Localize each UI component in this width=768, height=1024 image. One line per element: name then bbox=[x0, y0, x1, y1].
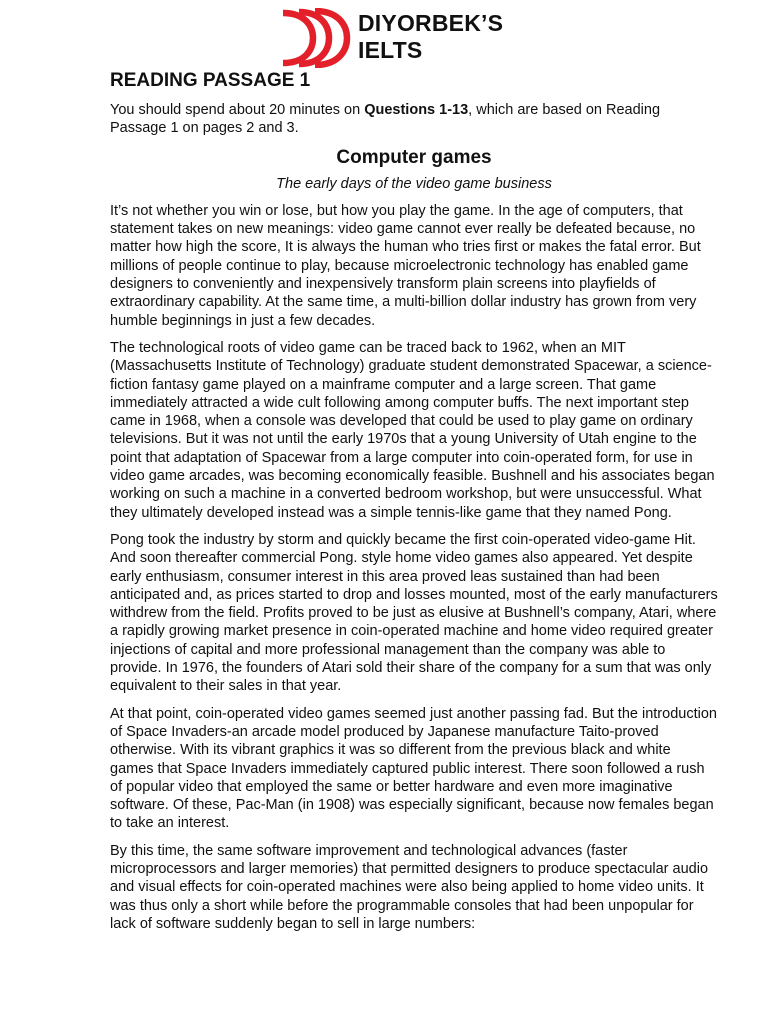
brand-line-2: IELTS bbox=[358, 37, 423, 63]
brand-name bbox=[358, 10, 503, 64]
brand-line-1: DIYORBEK’S bbox=[358, 10, 504, 36]
instructions bbox=[110, 101, 718, 138]
article-title: Computer games bbox=[336, 146, 492, 168]
paragraph-2: The technological roots of video game can be traced back to 1962, when an MIT (Massachusetts Institute of Technology) graduate student demonstrated Spacewar, a science-fiction fantasy game played on a mainframe computer and a large screen. That game immediately attracted a wide cult following among computer buffs. The next important step came in 1968, when a console was developed that could be used to play game on ordinary televisions. But it was not until the early 1970s that a young University of Utah engine to the point that adaptation of Spacewar from a large computer into coin-operated form, for use in video game arcades, was becoming economically feasible. Bushnell and his associates began working on such a machine in a converted bedroom workshop, but were unsuccessful. What they ultimately developed instead was a simple tennis-like game that they named Pong. bbox=[110, 339, 715, 521]
triple-arc-logo-icon bbox=[279, 8, 351, 68]
paragraph-4: At that point, coin-operated video games seemed just another passing fad. But the introduction of Space Invaders-an arcade model produced by Japanese manufacture Taito-proved otherwise. With its vibrant graphics it was so different from the previous black and white games that Space Invaders immediately captured public interest. There soon followed a rush of popular video that employed the same or better hardware and even more imaginative software. Of these, Pac-Man (in 1908) was especially significant, because now females began to take an interest. bbox=[110, 705, 717, 832]
instructions-questions: Questions 1-13 bbox=[364, 102, 469, 118]
instructions-prefix: You should spend about 20 minutes on bbox=[110, 102, 365, 118]
instructions-suffix: , which are based on Reading Passage 1 on pages 2 and 3. bbox=[110, 102, 661, 137]
paragraph-5: By this time, the same software improvement and technological advances (faster microprocessors and larger memories) that permitted designers to produce spectacular audio and visual effects for coin-operated machines were also being applied to home video units. It was thus only a short while before the programmable consoles that had been unpopular for lack of software suddenly began to sell in large numbers: bbox=[110, 842, 709, 932]
paragraph-3: Pong took the industry by storm and quickly became the first coin-operated video-game Hit. And soon thereafter commercial Pong. style home video games also appeared. Yet despite early enthusiasm, consumer interest in this area proved leas sustained than had been anticipated and, as prices started to drop and losses mounted, most of the early manufacturers withdrew from the field. Profits proved to be just as elusive at Bushnell’s company, Atari, where a rapidly growing market presence in coin-operated machine and home video required greater injections of capital and more professional management than the company was able to provide. In 1976, the founders of Atari sold their share of the company for a sum that was only equivalent to their sales in that year. bbox=[110, 531, 718, 695]
paragraph-1: It’s not whether you win or lose, but how you play the game. In the age of computers, that statement takes on new meanings: video game cannot ever really be defeated because, no matter how high the score, It is always the human who tries first or makes the fatal error. But millions of people continue to play, because microelectronic technology has enabled game designers to conveniently and inexpensively transform plain screens into playfields of extraordinary capability. At the same time, a multi-billion dollar industry has grown from very humble beginnings in just a few decades. bbox=[110, 202, 701, 329]
section-heading: READING PASSAGE 1 bbox=[110, 70, 311, 91]
passage-content bbox=[110, 101, 718, 942]
article-subtitle: The early days of the video game business bbox=[276, 175, 552, 192]
